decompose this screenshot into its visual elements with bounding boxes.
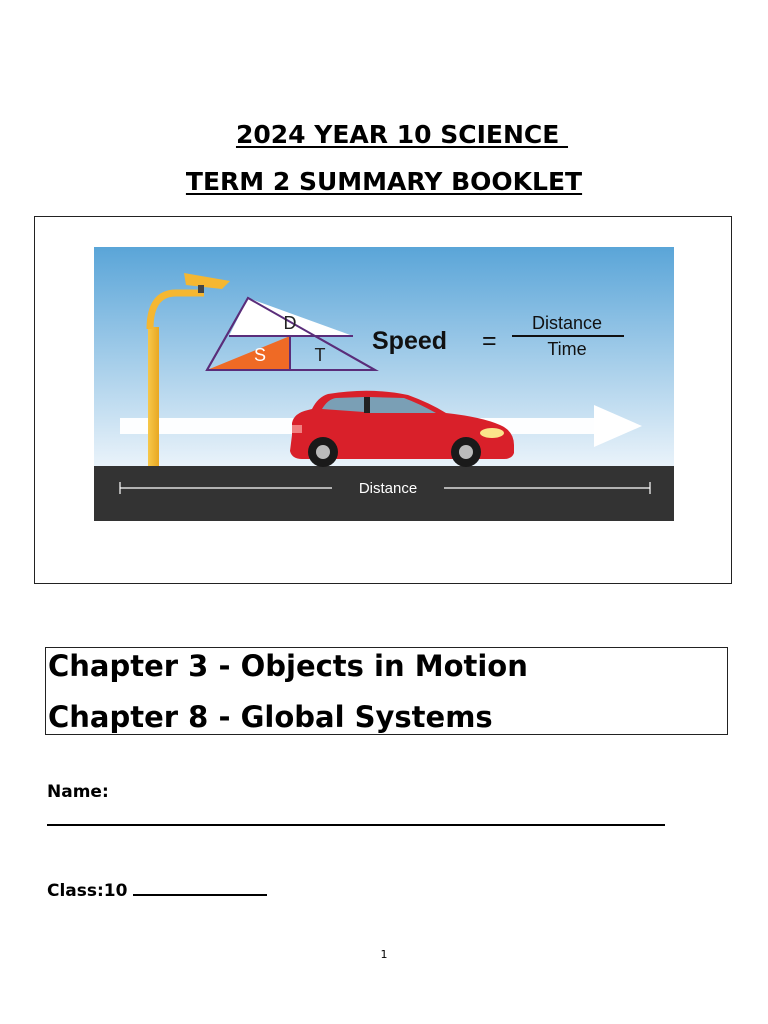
formula-denominator: Time <box>547 339 587 359</box>
triangle-d-label: D <box>283 313 297 333</box>
name-label: Name: <box>47 782 109 802</box>
booklet-title-line-2: TERM 2 SUMMARY BOOKLET <box>185 167 583 196</box>
formula-equals: = <box>482 327 497 355</box>
name-blank-line[interactable] <box>47 824 665 826</box>
class-row <box>47 880 267 901</box>
booklet-title-line-1: 2024 YEAR 10 SCIENCE <box>235 120 569 149</box>
chapter-8-title: Chapter 8 - Global Systems <box>48 700 493 734</box>
formula-numerator: Distance <box>531 313 603 333</box>
triangle-t-label: T <box>314 345 326 365</box>
formula-speed: Speed <box>372 327 448 355</box>
triangle-s-label: S <box>253 345 267 365</box>
cover-image-frame <box>34 216 732 584</box>
page-number: 1 <box>380 948 388 961</box>
chapters-box <box>45 647 728 735</box>
class-blank-line[interactable] <box>133 880 267 896</box>
road-distance-label: Distance <box>358 480 418 497</box>
speed-illustration <box>94 247 674 521</box>
class-label: Class:10 <box>47 881 128 901</box>
chapter-3-title: Chapter 3 - Objects in Motion <box>48 649 528 683</box>
